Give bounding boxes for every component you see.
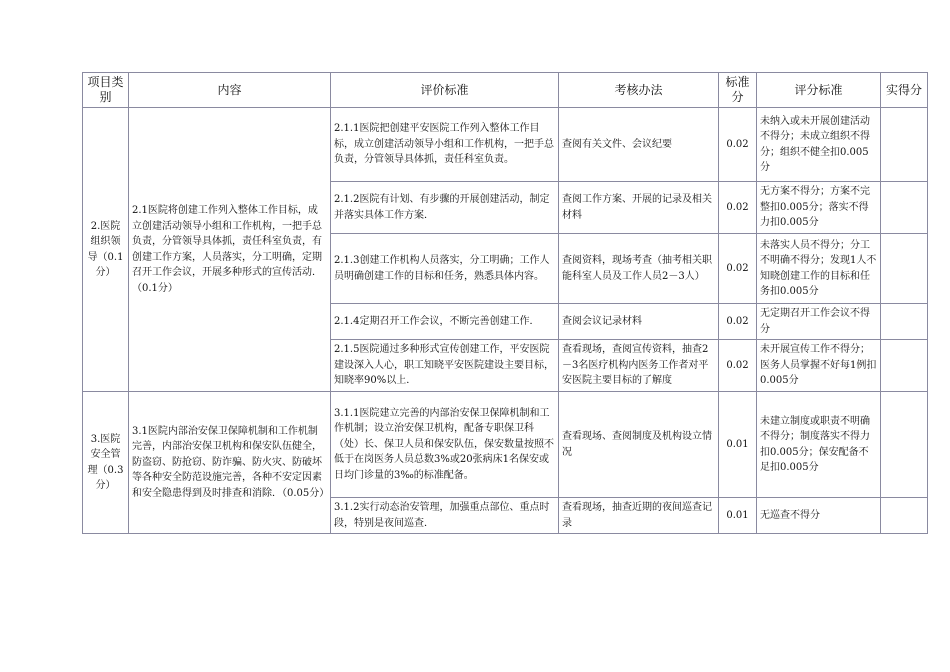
category-cell: 3.医院安全管理（0.3分） <box>83 392 129 534</box>
criteria-cell: 2.1.2医院有计划、有步骤的开展创建活动，制定并落实具体工作方案． <box>331 182 559 234</box>
method-cell: 查看现场、查阅制度及机构设立情况 <box>559 392 719 498</box>
scoring-cell: 未建立制度或职责不明确不得分；制度落实不得力扣0.005分；保安配备不足扣0.005分 <box>757 392 881 498</box>
evaluation-table <box>82 72 928 534</box>
method-cell: 查看现场，查阅宣传资料，抽查2－3名医疗机构内医务工作者对平安医院主要目标的了解度 <box>559 340 719 392</box>
method-cell: 查阅会议记录材料 <box>559 304 719 340</box>
method-cell: 查阅有关文件、会议纪要 <box>559 108 719 182</box>
actual-cell <box>881 234 928 304</box>
header-method: 考核办法 <box>559 73 719 108</box>
score-cell: 0.02 <box>719 182 757 234</box>
actual-cell <box>881 108 928 182</box>
score-cell: 0.02 <box>719 340 757 392</box>
method-cell: 查看现场，抽查近期的夜间巡查记录 <box>559 498 719 534</box>
scoring-cell: 未开展宣传工作不得分；医务人员掌握不好每1例扣0.005分 <box>757 340 881 392</box>
scoring-cell: 无定期召开工作会议不得分 <box>757 304 881 340</box>
scoring-cell: 无巡查不得分 <box>757 498 881 534</box>
score-cell: 0.01 <box>719 392 757 498</box>
scoring-cell: 无方案不得分；方案不完整扣0.005分；落实不得力扣0.005分 <box>757 182 881 234</box>
method-cell: 查阅资料，现场考查（抽考相关职能科室人员及工作人员2－3人） <box>559 234 719 304</box>
content-cell: 3.1医院内部治安保卫保障机制和工作机制完善，内部治安保卫机构和保安队伍健全，防盗窃、防抢窃、防诈骗、防火灾、防破坏等各种安全防范设施完善，各种不安定因素和安全隐患得到及时排查和消除．（0.05分） <box>129 392 331 534</box>
method-cell: 查阅工作方案、开展的记录及相关材料 <box>559 182 719 234</box>
table-row <box>83 108 928 182</box>
content-cell: 2.1医院将创建工作列入整体工作目标，成立创建活动领导小组和工作机构，一把手总负责，分管领导具体抓，责任科室负责，有创建工作方案，人员落实，分工明确，定期召开工作会议，开展多种形式的宣传活动．（0.1分） <box>129 108 331 392</box>
criteria-cell: 2.1.1医院把创建平安医院工作列入整体工作目标，成立创建活动领导小组和工作机构，一把手总负责，分管领导具体抓，责任科室负责。 <box>331 108 559 182</box>
table-row <box>83 392 928 498</box>
header-actual: 实得分 <box>881 73 928 108</box>
header-category: 项目类别 <box>83 73 129 108</box>
criteria-cell: 3.1.1医院建立完善的内部治安保卫保障机制和工作机制；设立治安保卫机构，配备专职保卫科（处）长、保卫人员和保安队伍，保安数量按照不低于在岗医务人员总数3%或20张病床1名保安或日均门诊量的3‰的标准配备。 <box>331 392 559 498</box>
header-row <box>83 73 928 108</box>
score-cell: 0.02 <box>719 304 757 340</box>
actual-cell <box>881 182 928 234</box>
score-cell: 0.01 <box>719 498 757 534</box>
scoring-cell: 未纳入或未开展创建活动不得分；未成立组织不得分；组织不健全扣0.005分 <box>757 108 881 182</box>
actual-cell <box>881 498 928 534</box>
header-scoring: 评分标准 <box>757 73 881 108</box>
criteria-cell: 2.1.5医院通过多种形式宣传创建工作，平安医院建设深入人心，职工知晓平安医院建设主要目标，知晓率90%以上． <box>331 340 559 392</box>
actual-cell <box>881 340 928 392</box>
criteria-cell: 2.1.3创建工作机构人员落实，分工明确；工作人员明确创建工作的目标和任务，熟悉具体内容。 <box>331 234 559 304</box>
category-cell: 2.医院组织领导（0.1分） <box>83 108 129 392</box>
header-standard-score: 标准分 <box>719 73 757 108</box>
header-content: 内容 <box>129 73 331 108</box>
criteria-cell: 2.1.4定期召开工作会议，不断完善创建工作． <box>331 304 559 340</box>
scoring-cell: 未落实人员不得分；分工不明确不得分；发现1人不知晓创建工作的目标和任务扣0.005分 <box>757 234 881 304</box>
header-criteria: 评价标准 <box>331 73 559 108</box>
criteria-cell: 3.1.2实行动态治安管理，加强重点部位、重点时段，特别是夜间巡查． <box>331 498 559 534</box>
actual-cell <box>881 304 928 340</box>
actual-cell <box>881 392 928 498</box>
score-cell: 0.02 <box>719 108 757 182</box>
score-cell: 0.02 <box>719 234 757 304</box>
